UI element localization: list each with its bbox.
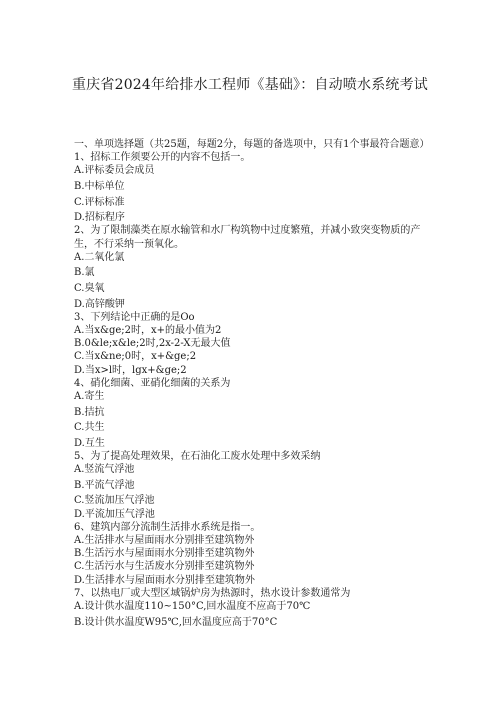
question-stem: 3、下列结论中正确的是Oo bbox=[74, 311, 195, 323]
option: D.互生 bbox=[74, 437, 105, 449]
option: A.当x&ge;2时，x+的最小值为2 bbox=[74, 324, 222, 336]
section-heading: 一、单项选择题（共25题，每题2分，每题的备选项中，只有1个事最符合题意） bbox=[74, 139, 430, 150]
question-stem: 2、为了限制藻类在原水输管和水厂构筑物中过度繁殖，并减小致突变物质的产生，不行采纳一预氧化。 bbox=[74, 225, 421, 250]
question-stem: 1、招标工作须要公开的内容不包括一。 bbox=[74, 152, 251, 164]
option: B.平流气浮池 bbox=[74, 479, 135, 491]
option: B.生活污水与屋面雨水分别排至建筑物外 bbox=[74, 548, 255, 560]
question bbox=[74, 311, 434, 377]
question bbox=[74, 587, 434, 629]
document-body bbox=[74, 138, 434, 629]
option: B.0&le;x&le;2时,2x-2-X无最大值 bbox=[74, 338, 231, 350]
option: A.寄生 bbox=[74, 391, 105, 402]
option: A.设计供水温度110~150°C,回水温度不应高于70℃ bbox=[74, 601, 311, 612]
question-stem: 7、以热电厂或大型区域锅炉房为热源时，热水设计参数通常为 bbox=[74, 587, 351, 599]
question bbox=[74, 224, 434, 310]
option: B.设计供水温度W95℃,回水温度应高于70°C bbox=[74, 616, 278, 628]
question bbox=[74, 521, 434, 587]
option: A.竖流气浮池 bbox=[74, 464, 135, 476]
option: D.高锌酸钾 bbox=[74, 298, 125, 310]
question bbox=[74, 151, 434, 224]
option: B.氯 bbox=[74, 267, 95, 279]
question bbox=[74, 377, 434, 450]
option: A.二氧化氯 bbox=[74, 251, 125, 263]
question-stem: 5、为了提高处理效果，在石油化工废水处理中多效采纳 bbox=[74, 450, 321, 462]
page-title: 重庆省2024年给排水工程师《基础》：自动喷水系统考试 bbox=[71, 77, 429, 93]
option: A.生活排水与屋面雨水分别排至建筑物外 bbox=[74, 534, 255, 546]
option: D.招标程序 bbox=[74, 212, 125, 224]
option: C.臭氧 bbox=[74, 282, 105, 294]
option: C.共生 bbox=[74, 422, 105, 434]
option: B.拮抗 bbox=[74, 406, 105, 418]
option: C.竖流加压气浮池 bbox=[74, 495, 155, 507]
option: C.评标标准 bbox=[74, 196, 125, 208]
option: C.生活污水与生活废水分别排至建筑物外 bbox=[74, 561, 255, 573]
question-stem: 4、硝化细菌、亚硝化细菌的关系为 bbox=[74, 377, 231, 389]
option: A.评标委员会成员 bbox=[74, 165, 155, 177]
option: C.当x&ne;0时，x+&ge;2 bbox=[74, 351, 197, 363]
option: D.平流加压气浮池 bbox=[74, 508, 155, 520]
option: D.生活排水与屋面雨水分别排至建筑物外 bbox=[74, 574, 255, 586]
question-stem: 6、建筑内部分流制生活排水系统是指一。 bbox=[74, 521, 261, 533]
option: D.当x>l时，lgx+&ge;2 bbox=[74, 364, 187, 376]
option: B.中标单位 bbox=[74, 181, 125, 192]
question bbox=[74, 450, 434, 521]
